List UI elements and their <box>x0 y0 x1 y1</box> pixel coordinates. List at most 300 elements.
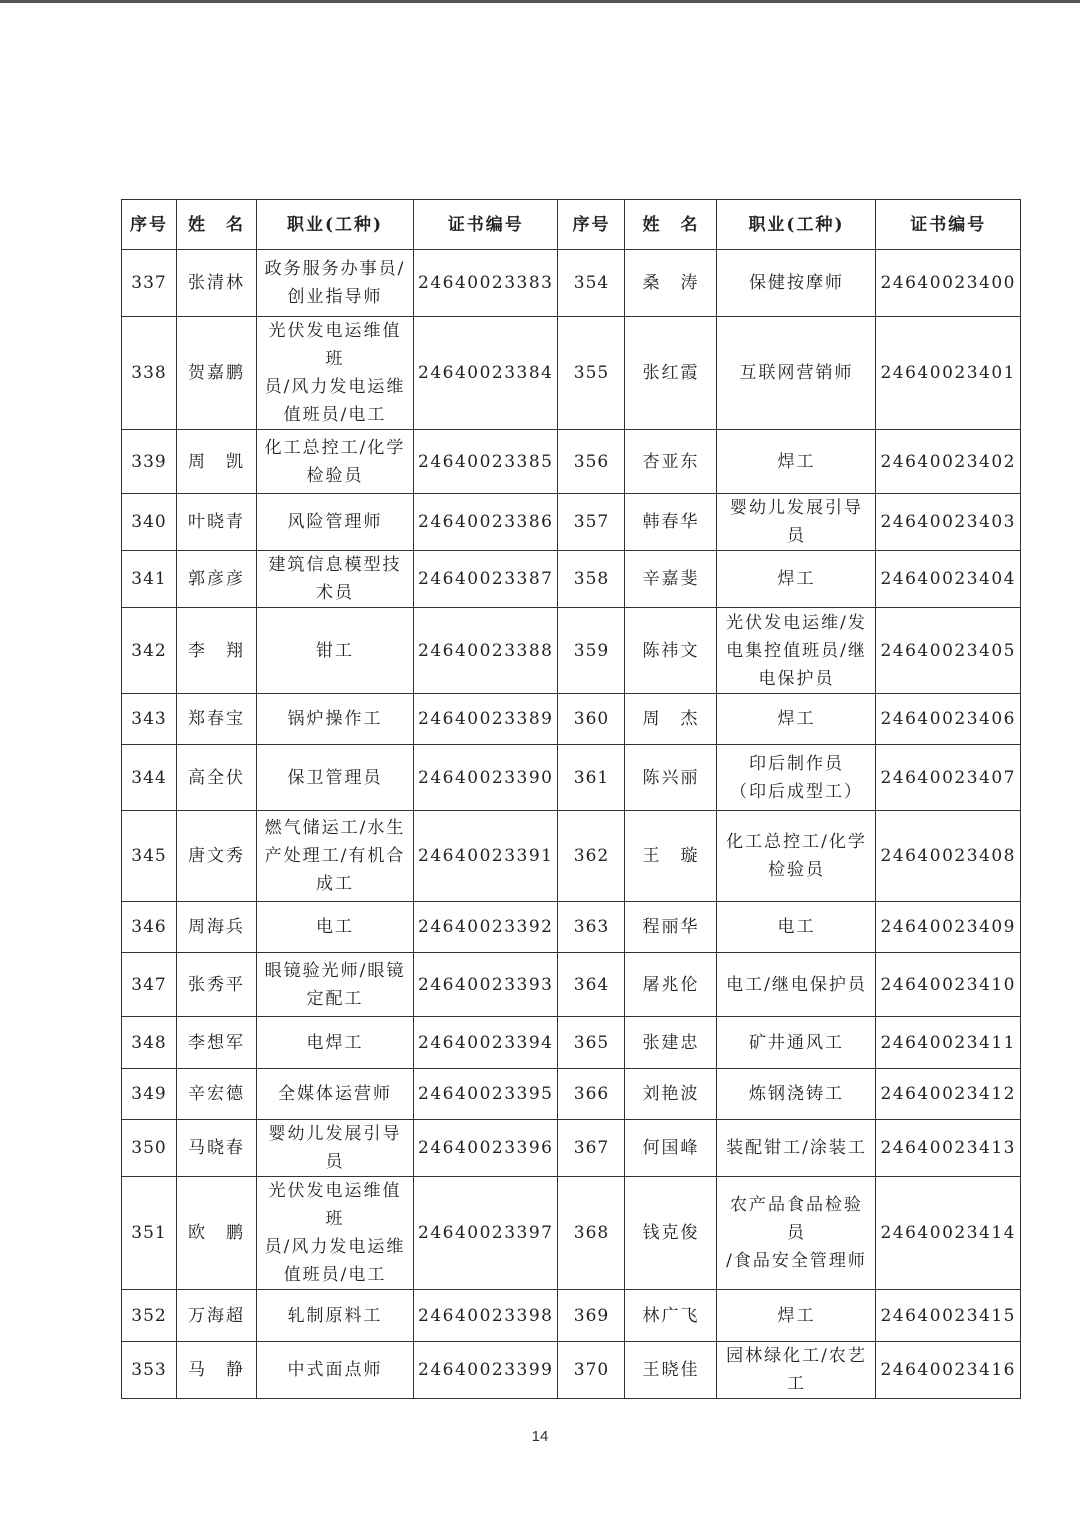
certificate-cell <box>414 608 558 694</box>
name-cell <box>177 551 257 608</box>
certificate-cell-text: 24640023388 <box>418 640 554 661</box>
table-row <box>122 953 1021 1017</box>
certificate-cell-text: 24640023406 <box>880 709 1016 729</box>
certificate-cell <box>876 1290 1020 1342</box>
certificate-cell-text: 24640023410 <box>880 974 1016 995</box>
roster-table <box>121 199 1021 1399</box>
seq-cell-text: 349 <box>131 1084 167 1104</box>
name-cell-text: 周 凯 <box>188 451 245 472</box>
seq-cell <box>122 745 177 811</box>
occupation-cell <box>717 250 876 317</box>
name-cell-text: 贺嘉鹏 <box>188 363 245 383</box>
certificate-cell <box>414 1120 558 1177</box>
certificate-cell <box>876 1120 1020 1177</box>
seq-cell-text: 341 <box>131 569 167 589</box>
occupation-line: 农产品食品检验员 <box>729 1195 863 1243</box>
occupation-line: 印后制作员 <box>748 753 844 774</box>
occupation-cell <box>717 1017 876 1069</box>
occupation-line: 风险管理师 <box>287 512 383 532</box>
certificate-cell <box>876 811 1020 902</box>
seq-cell-text: 361 <box>573 767 610 788</box>
seq-cell-text: 363 <box>573 917 610 937</box>
name-cell <box>625 745 717 811</box>
name-cell-text: 郑春宝 <box>188 709 245 729</box>
seq-cell <box>558 317 625 430</box>
name-cell-text: 李 翔 <box>188 640 245 661</box>
seq-cell <box>122 902 177 953</box>
name-cell-text: 马 静 <box>188 1360 245 1380</box>
certificate-cell-text: 24640023395 <box>418 1084 554 1104</box>
occupation-line: 产处理工/有机合 <box>264 846 406 866</box>
seq-cell-text: 357 <box>573 512 610 532</box>
name-cell-text: 张红霞 <box>642 363 700 383</box>
seq-cell <box>558 694 625 745</box>
certificate-cell <box>414 430 558 494</box>
occupation-line: 光伏发电运维/发 <box>726 612 867 633</box>
occupation-cell <box>717 494 876 551</box>
name-cell <box>177 1177 257 1290</box>
name-cell-text: 马晓春 <box>188 1138 245 1158</box>
certificate-cell-text: 24640023409 <box>880 917 1016 937</box>
certificate-cell <box>414 694 558 745</box>
seq-cell <box>558 953 625 1017</box>
name-cell-text: 韩春华 <box>642 512 700 532</box>
occupation-cell <box>717 1120 876 1177</box>
certificate-cell <box>414 1177 558 1290</box>
certificate-cell <box>414 902 558 953</box>
certificate-cell <box>414 953 558 1017</box>
certificate-roster <box>121 199 1021 1399</box>
seq-cell-text: 353 <box>131 1360 167 1380</box>
certificate-cell <box>876 1017 1020 1069</box>
seq-cell-text: 360 <box>573 709 610 729</box>
occupation-line: 员/风力发电运维 <box>264 377 406 397</box>
occupation-cell <box>257 430 414 494</box>
certificate-cell <box>876 953 1020 1017</box>
seq-cell-text: 345 <box>131 846 167 866</box>
name-cell-text: 陈祎文 <box>642 640 700 661</box>
occupation-line: 燃气储运工/水生 <box>264 818 406 838</box>
occupation-line: 光伏发电运维值班 <box>268 1181 402 1229</box>
name-cell <box>625 694 717 745</box>
seq-cell <box>558 250 625 317</box>
seq-cell-text: 367 <box>573 1138 610 1158</box>
seq-cell <box>558 430 625 494</box>
name-cell-text: 屠兆伦 <box>642 974 700 995</box>
certificate-cell <box>414 811 558 902</box>
occupation-cell <box>257 902 414 953</box>
seq-cell <box>122 608 177 694</box>
name-cell <box>625 250 717 317</box>
certificate-cell-text: 24640023402 <box>880 451 1016 472</box>
certificate-cell-text: 24640023405 <box>880 640 1016 661</box>
occupation-cell <box>717 745 876 811</box>
name-cell-text: 辛嘉斐 <box>642 569 700 589</box>
seq-cell-text: 369 <box>573 1305 610 1326</box>
occupation-line: 值班员/电工 <box>283 1265 387 1285</box>
occupation-line: 婴幼儿发展引导员 <box>729 498 863 546</box>
certificate-cell-text: 24640023400 <box>880 273 1016 293</box>
seq-cell <box>122 1177 177 1290</box>
occupation-line: 电焊工 <box>306 1032 364 1053</box>
certificate-cell-text: 24640023389 <box>418 709 554 729</box>
name-cell-text: 何国峰 <box>642 1138 700 1158</box>
occupation-cell <box>257 608 414 694</box>
name-cell-text: 万海超 <box>188 1305 245 1326</box>
seq-cell-text: 340 <box>131 512 167 532</box>
header-row <box>122 200 1021 250</box>
seq-cell-text: 342 <box>131 640 167 661</box>
name-cell-text: 陈兴丽 <box>642 767 700 788</box>
seq-cell <box>558 1177 625 1290</box>
occupation-line: 钳工 <box>316 640 354 661</box>
name-cell <box>177 1290 257 1342</box>
name-cell <box>625 1017 717 1069</box>
certificate-cell-text: 24640023412 <box>880 1084 1016 1104</box>
table-row <box>122 1017 1021 1069</box>
certificate-cell-text: 24640023387 <box>418 569 554 589</box>
header-cert-right: 证书编号 <box>876 200 1020 250</box>
certificate-cell <box>876 902 1020 953</box>
table-row <box>122 1177 1021 1290</box>
certificate-cell-text: 24640023404 <box>880 569 1016 589</box>
certificate-cell <box>876 1342 1020 1399</box>
occupation-line: 焊工 <box>777 1305 816 1326</box>
occupation-cell <box>717 811 876 902</box>
name-cell <box>177 694 257 745</box>
certificate-cell-text: 24640023392 <box>418 917 554 937</box>
name-cell-text: 张建忠 <box>642 1032 700 1053</box>
seq-cell <box>122 1290 177 1342</box>
certificate-cell-text: 24640023414 <box>880 1223 1016 1243</box>
occupation-line: 焊工 <box>777 451 816 472</box>
occupation-line: 化工总控工/化学 <box>726 832 867 852</box>
seq-cell-text: 350 <box>131 1138 167 1158</box>
name-cell <box>177 902 257 953</box>
name-cell <box>625 1342 717 1399</box>
certificate-cell-text: 24640023407 <box>880 767 1016 788</box>
occupation-line: 保健按摩师 <box>748 273 844 293</box>
seq-cell <box>558 1017 625 1069</box>
table-row <box>122 1290 1021 1342</box>
name-cell-text: 张秀平 <box>188 974 245 995</box>
seq-cell-text: 362 <box>573 846 610 866</box>
occupation-cell <box>257 811 414 902</box>
occupation-line: 电保护员 <box>758 668 835 689</box>
table-row <box>122 608 1021 694</box>
name-cell <box>177 317 257 430</box>
roster-body <box>122 250 1021 1399</box>
seq-cell <box>122 953 177 1017</box>
seq-cell-text: 370 <box>573 1360 610 1380</box>
certificate-cell <box>876 745 1020 811</box>
name-cell-text: 唐文秀 <box>188 846 245 866</box>
table-row <box>122 1069 1021 1120</box>
occupation-cell <box>257 1290 414 1342</box>
occupation-cell <box>717 1069 876 1120</box>
occupation-line: 保卫管理员 <box>287 767 383 788</box>
occupation-line: 焊工 <box>777 709 816 729</box>
seq-cell <box>122 551 177 608</box>
name-cell-text: 李想军 <box>188 1032 245 1053</box>
certificate-cell-text: 24640023399 <box>418 1360 554 1380</box>
name-cell <box>625 953 717 1017</box>
certificate-cell <box>876 317 1020 430</box>
certificate-cell <box>414 317 558 430</box>
name-cell <box>625 1290 717 1342</box>
page-number: 14 <box>531 1428 549 1445</box>
seq-cell <box>558 902 625 953</box>
certificate-cell <box>414 250 558 317</box>
seq-cell <box>122 317 177 430</box>
certificate-cell-text: 24640023397 <box>418 1223 554 1243</box>
occupation-line: 政务服务办事员/ <box>264 259 406 279</box>
name-cell-text: 高全伏 <box>188 767 245 788</box>
occupation-line: 园林绿化工/农艺工 <box>726 1346 867 1394</box>
header-name-right: 姓 名 <box>625 200 717 250</box>
header-seq-right: 序号 <box>558 200 625 250</box>
seq-cell <box>122 1120 177 1177</box>
seq-cell <box>558 745 625 811</box>
certificate-cell <box>414 745 558 811</box>
name-cell <box>177 430 257 494</box>
occupation-line: 炼钢浇铸工 <box>748 1084 844 1104</box>
table-row <box>122 250 1021 317</box>
certificate-cell-text: 24640023396 <box>418 1138 554 1158</box>
table-row <box>122 1342 1021 1399</box>
seq-cell-text: 352 <box>131 1305 167 1326</box>
certificate-cell-text: 24640023403 <box>880 512 1016 532</box>
occupation-line: 互联网营销师 <box>739 363 854 383</box>
certificate-cell <box>414 1290 558 1342</box>
occupation-line: 电工 <box>777 917 816 937</box>
certificate-cell <box>876 250 1020 317</box>
name-cell <box>625 551 717 608</box>
occupation-line: 成工 <box>316 874 354 894</box>
name-cell-text: 郭彦彦 <box>188 569 245 589</box>
seq-cell-text: 338 <box>131 363 167 383</box>
name-cell <box>177 1017 257 1069</box>
occupation-cell <box>717 1290 876 1342</box>
seq-cell-text: 354 <box>573 273 610 293</box>
table-row <box>122 745 1021 811</box>
certificate-cell <box>414 551 558 608</box>
name-cell <box>177 608 257 694</box>
occupation-line: 检验员 <box>306 465 364 486</box>
seq-cell-text: 343 <box>131 709 167 729</box>
name-cell <box>625 811 717 902</box>
name-cell <box>177 1342 257 1399</box>
occupation-cell <box>257 494 414 551</box>
seq-cell-text: 366 <box>573 1084 610 1104</box>
occupation-line: 轧制原料工 <box>287 1305 383 1326</box>
certificate-cell <box>414 1342 558 1399</box>
occupation-line: 建筑信息模型技术员 <box>268 555 402 603</box>
seq-cell-text: 344 <box>131 767 167 788</box>
certificate-cell-text: 24640023416 <box>880 1360 1016 1380</box>
occupation-line: 装配钳工/涂装工 <box>726 1138 867 1158</box>
certificate-cell <box>414 1069 558 1120</box>
seq-cell <box>558 1120 625 1177</box>
seq-cell <box>122 430 177 494</box>
seq-cell-text: 355 <box>573 363 610 383</box>
name-cell <box>177 953 257 1017</box>
certificate-cell <box>414 494 558 551</box>
certificate-cell <box>876 608 1020 694</box>
occupation-cell <box>257 1342 414 1399</box>
seq-cell <box>558 1290 625 1342</box>
table-row <box>122 694 1021 745</box>
occupation-line: 员/风力发电运维 <box>264 1237 406 1257</box>
occupation-line: 婴幼儿发展引导员 <box>268 1124 402 1172</box>
certificate-cell-text: 24640023398 <box>418 1305 554 1326</box>
occupation-line: 中式面点师 <box>287 1360 383 1380</box>
seq-cell <box>558 811 625 902</box>
certificate-cell-text: 24640023401 <box>880 363 1016 383</box>
seq-cell <box>122 1342 177 1399</box>
certificate-cell-text: 24640023411 <box>880 1032 1016 1053</box>
name-cell <box>625 902 717 953</box>
name-cell-text: 周海兵 <box>188 917 245 937</box>
occupation-cell <box>257 1177 414 1290</box>
occupation-line: （印后成型工） <box>729 781 863 802</box>
name-cell <box>177 250 257 317</box>
name-cell <box>177 494 257 551</box>
occupation-line: 光伏发电运维值班 <box>268 321 402 369</box>
header-seq-left: 序号 <box>122 200 177 250</box>
occupation-cell <box>717 317 876 430</box>
certificate-cell-text: 24640023385 <box>418 451 554 472</box>
certificate-cell-text: 24640023386 <box>418 512 554 532</box>
seq-cell <box>122 494 177 551</box>
certificate-cell <box>876 551 1020 608</box>
certificate-cell <box>414 1017 558 1069</box>
name-cell-text: 欧 鹏 <box>188 1223 245 1243</box>
occupation-line: 焊工 <box>777 569 816 589</box>
certificate-cell-text: 24640023408 <box>880 846 1016 866</box>
occupation-cell <box>257 250 414 317</box>
name-cell-text: 林广飞 <box>642 1305 700 1326</box>
name-cell <box>177 1120 257 1177</box>
certificate-cell-text: 24640023383 <box>418 273 554 293</box>
seq-cell-text: 351 <box>131 1223 167 1243</box>
certificate-cell-text: 24640023390 <box>418 767 554 788</box>
seq-cell-text: 346 <box>131 917 167 937</box>
certificate-cell <box>876 430 1020 494</box>
seq-cell <box>122 1017 177 1069</box>
occupation-line: 电集控值班员/继 <box>726 640 867 661</box>
name-cell <box>177 745 257 811</box>
header-name-left: 姓 名 <box>177 200 257 250</box>
name-cell-text: 王 璇 <box>642 846 700 866</box>
seq-cell-text: 348 <box>131 1032 167 1053</box>
certificate-cell <box>876 1069 1020 1120</box>
seq-cell <box>558 494 625 551</box>
name-cell <box>625 608 717 694</box>
occupation-cell <box>257 1069 414 1120</box>
name-cell <box>625 1177 717 1290</box>
seq-cell <box>122 811 177 902</box>
certificate-cell-text: 24640023413 <box>880 1138 1016 1158</box>
table-row <box>122 811 1021 902</box>
occupation-line: /食品安全管理师 <box>726 1251 867 1271</box>
certificate-cell-text: 24640023384 <box>418 363 554 383</box>
seq-cell <box>558 608 625 694</box>
occupation-line: 化工总控工/化学 <box>264 437 406 458</box>
certificate-cell <box>876 494 1020 551</box>
table-row <box>122 902 1021 953</box>
name-cell-text: 刘艳波 <box>642 1084 700 1104</box>
seq-cell <box>122 1069 177 1120</box>
certificate-cell <box>876 694 1020 745</box>
seq-cell-text: 364 <box>573 974 610 995</box>
occupation-cell <box>717 902 876 953</box>
occupation-line: 定配工 <box>306 988 364 1009</box>
seq-cell-text: 339 <box>131 451 167 472</box>
name-cell <box>177 1069 257 1120</box>
seq-cell-text: 356 <box>573 451 610 472</box>
name-cell-text: 叶晓青 <box>188 512 245 532</box>
certificate-cell-text: 24640023415 <box>880 1305 1016 1326</box>
occupation-cell <box>717 1177 876 1290</box>
occupation-line: 创业指导师 <box>287 287 383 307</box>
table-row <box>122 1120 1021 1177</box>
name-cell <box>625 494 717 551</box>
seq-cell <box>558 1342 625 1399</box>
occupation-line: 值班员/电工 <box>283 405 387 425</box>
name-cell <box>177 811 257 902</box>
header-cert-left: 证书编号 <box>414 200 558 250</box>
occupation-line: 眼镜验光师/眼镜 <box>264 960 406 981</box>
name-cell-text: 程丽华 <box>642 917 700 937</box>
certificate-cell-text: 24640023391 <box>418 846 554 866</box>
occupation-cell <box>717 551 876 608</box>
name-cell-text: 王晓佳 <box>642 1360 700 1380</box>
occupation-cell <box>717 430 876 494</box>
seq-cell <box>122 250 177 317</box>
name-cell <box>625 317 717 430</box>
occupation-cell <box>257 551 414 608</box>
table-row <box>122 430 1021 494</box>
name-cell <box>625 1120 717 1177</box>
top-edge-rule <box>0 0 1080 3</box>
seq-cell-text: 359 <box>573 640 610 661</box>
occupation-line: 检验员 <box>767 860 825 880</box>
occupation-cell <box>257 745 414 811</box>
occupation-cell <box>717 1342 876 1399</box>
occupation-line: 电工/继电保护员 <box>726 974 867 995</box>
occupation-cell <box>257 1120 414 1177</box>
name-cell-text: 杏亚东 <box>642 451 700 472</box>
certificate-cell-text: 24640023394 <box>418 1032 554 1053</box>
table-row <box>122 494 1021 551</box>
occupation-line: 锅炉操作工 <box>287 709 383 729</box>
table-row <box>122 317 1021 430</box>
seq-cell-text: 368 <box>573 1223 610 1243</box>
name-cell-text: 周 杰 <box>642 709 700 729</box>
occupation-cell <box>257 317 414 430</box>
occupation-cell <box>257 1017 414 1069</box>
name-cell-text: 辛宏德 <box>188 1084 245 1104</box>
occupation-cell <box>717 953 876 1017</box>
occupation-line: 矿井通风工 <box>748 1032 844 1053</box>
name-cell <box>625 430 717 494</box>
occupation-line: 电工 <box>316 917 354 937</box>
name-cell <box>625 1069 717 1120</box>
header-job-right: 职业(工种) <box>717 200 876 250</box>
occupation-cell <box>257 694 414 745</box>
seq-cell-text: 347 <box>131 974 167 995</box>
